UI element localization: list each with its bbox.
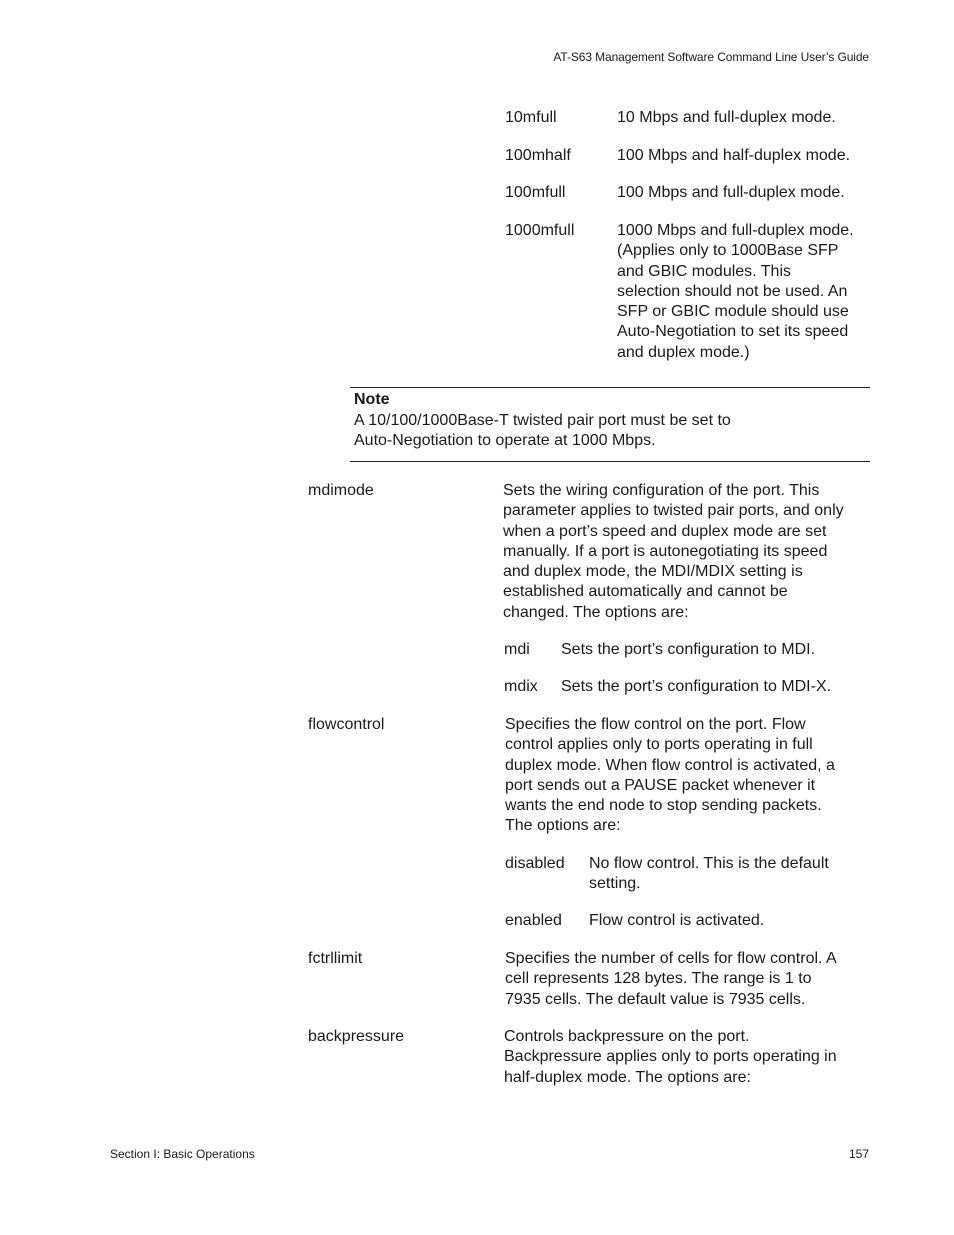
text-line: SFP or GBIC module should use (617, 303, 849, 321)
text-line: Sets the wiring configuration of the port. This (503, 482, 820, 499)
option-term-mdix: mdix (504, 678, 538, 695)
param-desc-mdimode (503, 481, 844, 623)
text-line: and GBIC modules. This (617, 262, 792, 280)
text-line: cell represents 128 bytes. The range is 1 to (505, 970, 812, 988)
param-desc-fctrllimit (505, 949, 837, 1010)
text-line: when a port’s speed and duplex mode are set (503, 522, 827, 540)
text-line: 7935 cells. The default value is 7935 cells. (505, 990, 806, 1008)
text-line: changed. The options are: (503, 603, 689, 621)
note-bottom-rule (350, 461, 870, 462)
text-line: wants the end node to stop sending packets. (505, 797, 822, 815)
running-header: AT-S63 Management Software Command Line User’s Guide (553, 50, 869, 64)
footer-section: Section I: Basic Operations (110, 1147, 255, 1161)
text-line: half-duplex mode. The options are: (504, 1068, 751, 1086)
text-line: Controls backpressure on the port. (504, 1028, 750, 1045)
text-line: 1000 Mbps and full-duplex mode. (617, 222, 854, 239)
note-body (354, 411, 731, 452)
param-name-mdimode: mdimode (308, 482, 374, 499)
param-name-fctrllimit: fctrllimit (308, 950, 363, 967)
text-line: selection should not be used. An (617, 282, 848, 300)
text-line: and duplex mode, the MDI/MDIX setting is (503, 563, 803, 581)
text-line: duplex mode. When flow control is activated, a (505, 756, 835, 774)
param-desc-flowcontrol (505, 715, 835, 837)
option-desc-mdi: Sets the port’s configuration to MDI. (561, 641, 816, 658)
note-top-rule (350, 387, 870, 388)
param-name-flowcontrol: flowcontrol (308, 716, 385, 733)
param-desc-backpressure (504, 1027, 837, 1088)
note-title: Note (354, 391, 390, 408)
text-line: (Applies only to 1000Base SFP (617, 242, 839, 260)
option-desc-100mfull: 100 Mbps and full-duplex mode. (617, 184, 845, 201)
text-line: No flow control. This is the default (589, 855, 829, 872)
text-line: Backpressure applies only to ports operating in (504, 1048, 837, 1066)
text-line: Auto-Negotiation to set its speed (617, 323, 849, 341)
text-line: port sends out a PAUSE packet whenever it (505, 776, 816, 794)
option-term-mdi: mdi (504, 641, 530, 658)
text-line: Specifies the flow control on the port. Flow (505, 716, 806, 733)
option-term-100mhalf: 100mhalf (505, 147, 571, 164)
text-line: A 10/100/1000Base-T twisted pair port must be set to (354, 412, 731, 429)
text-line: The options are: (505, 817, 621, 835)
option-desc-100mhalf: 100 Mbps and half-duplex mode. (617, 147, 851, 164)
text-line: manually. If a port is autonegotiating its speed (503, 542, 828, 560)
option-desc-1000mfull (617, 221, 854, 363)
page-number: 157 (848, 1147, 869, 1161)
option-term-10mfull: 10mfull (505, 109, 557, 126)
option-term-enabled: enabled (505, 912, 562, 929)
option-term-100mfull: 100mfull (505, 184, 566, 201)
text-line: control applies only to ports operating in full (505, 736, 813, 754)
option-term-1000mfull: 1000mfull (505, 222, 575, 239)
option-desc-disabled (589, 854, 829, 895)
text-line: Auto-Negotiation to operate at 1000 Mbps. (354, 432, 656, 450)
option-desc-mdix: Sets the port’s configuration to MDI-X. (561, 678, 832, 695)
option-desc-enabled: Flow control is activated. (589, 912, 765, 929)
text-line: Specifies the number of cells for flow control. A (505, 950, 837, 967)
text-line: parameter applies to twisted pair ports, and only (503, 502, 844, 520)
option-desc-10mfull: 10 Mbps and full-duplex mode. (617, 109, 836, 126)
text-line: established automatically and cannot be (503, 583, 788, 601)
option-term-disabled: disabled (505, 855, 565, 872)
text-line: and duplex mode.) (617, 343, 750, 361)
param-name-backpressure: backpressure (308, 1028, 405, 1045)
text-line: setting. (589, 875, 641, 893)
